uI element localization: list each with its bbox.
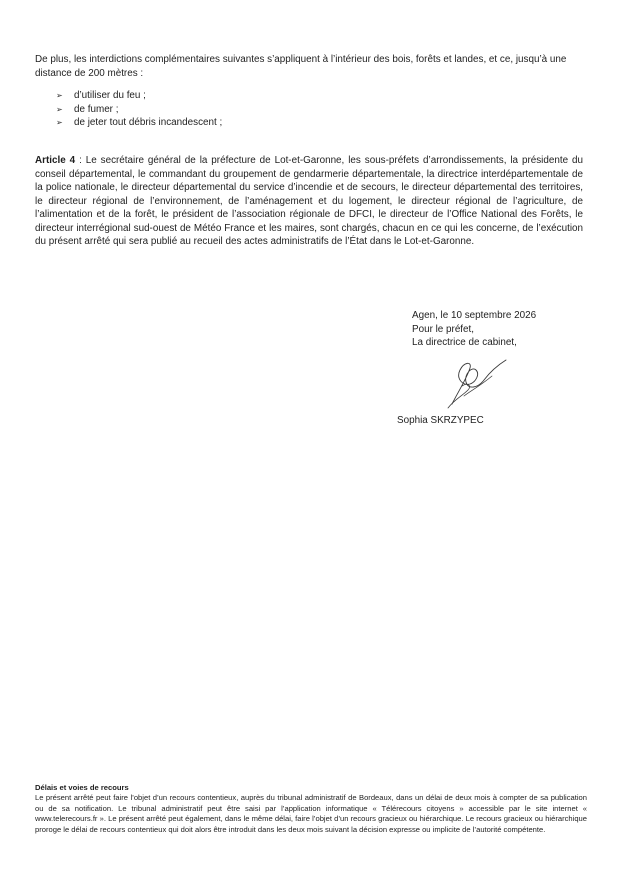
list-item	[56, 103, 222, 117]
intro-paragraph: De plus, les interdictions complémentaires suivantes s’appliquent à l’intérieur des bois, forêts et landes, et ce, jusqu’à une distance de 200 mètres :	[35, 54, 567, 79]
article-text: : Le secrétaire général de la préfecture de Lot-et-Garonne, les sous-préfets d’arrondissements, la présidente du conseil départemental, le commandant du groupement de gendarmerie départementale, la directrice interdépartementale de la police nationale, le directeur départemental du service d’incendie et de secours, le directeur départemental des territoires, le directeur régional de l’environnement, de l’aménagement et du logement, le directeur régional de l’agriculture, de l’alimentation et de la forêt, le président de l’association régionale de DFCI, le directeur de l’Office National des Forêts, le directeur interrégional sud-ouest de Météo France et les maires, sont chargés, chacun en ce qui les concerne, de l’exécution du présent arrêté qui sera publié au recueil des actes administratifs de l’État dans le Lot-et-Garonne.	[35, 155, 583, 247]
recours-text: Le présent arrêté peut faire l’objet d’un recours contentieux, auprès du tribunal administratif de Bordeaux, dans un délai de deux mois à compter de sa publication ou de sa notification. Le tribunal administratif peut être saisi par l’application informatique « Télérecours citoyens » accessible par le site internet « www.telerecours.fr ». Le présent arrêté peut également, dans le même délai, faire l’objet d’un recours gracieux ou hiérarchique. Le recours gracieux ou hiérarchique proroge le délai de recours contentieux qui doit alors être introduit dans les deux mois suivant la décision expresse ou implicite de l’autorité compétente.	[35, 793, 587, 834]
signer-name: Sophia SKRZYPEC	[397, 415, 484, 426]
list-item	[56, 89, 222, 103]
list-item-text: de fumer ;	[74, 103, 119, 115]
article-label: Article 4	[35, 155, 76, 166]
arrow-bullet-icon: ➢	[56, 91, 63, 100]
arrow-bullet-icon: ➢	[56, 104, 63, 114]
signature-block	[412, 309, 536, 350]
list-item-text: de jeter tout débris incandescent ;	[74, 117, 223, 128]
place-date: Agen, le 10 septembre 2026	[412, 310, 537, 321]
recours-section	[35, 783, 587, 835]
list-item-text: d’utiliser du feu ;	[74, 90, 146, 101]
signature-line-prefet: Pour le préfet,	[412, 323, 475, 335]
recours-title: Délais et voies de recours	[35, 783, 129, 792]
handwritten-signature	[418, 356, 518, 418]
interdictions-list	[56, 89, 222, 130]
list-item	[56, 116, 222, 130]
article-4-paragraph	[35, 154, 583, 249]
arrow-bullet-icon: ➢	[56, 118, 63, 127]
signature-line-directrice: La directrice de cabinet,	[412, 337, 517, 348]
